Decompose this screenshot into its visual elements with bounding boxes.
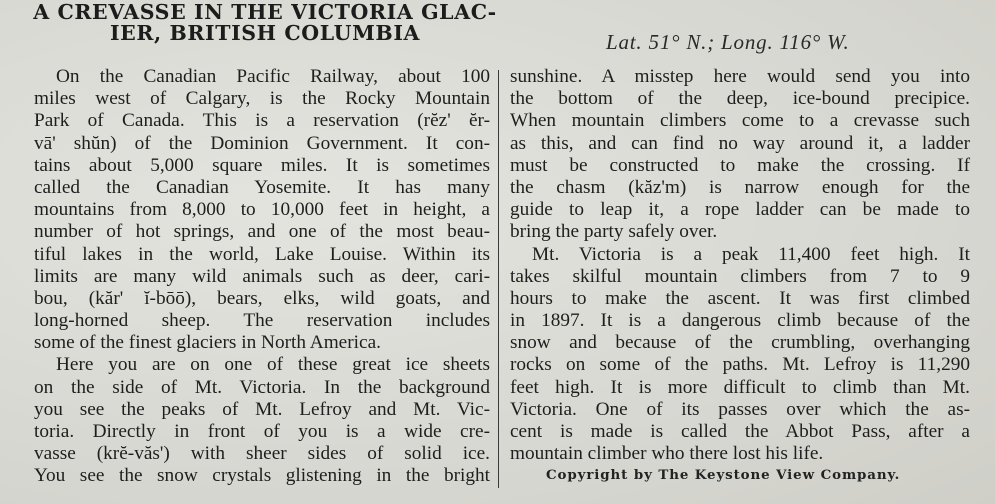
paragraph-3	[510, 244, 970, 466]
title-line-1: A CREVASSE IN THE VICTORIA GLAC-	[33, 0, 497, 24]
paragraph-2	[34, 354, 490, 487]
text-line: cent is made is called the Abbot Pass, after a	[510, 421, 970, 442]
text-line: Here you are on one of these great ice sheets	[56, 354, 490, 376]
right-column	[510, 66, 970, 465]
coordinates: Lat. 51° N.; Long. 116° W.	[606, 30, 850, 54]
text-line: Mt. Victoria is a peak 11,400 feet high. It	[532, 243, 970, 265]
text-line: some of the finest glaciers in North America.	[34, 332, 381, 354]
text-line: rocks on some of the paths. Mt. Lefroy is 11,290	[510, 354, 970, 376]
text-line: You see the snow crystals glistening in the bright	[34, 465, 490, 487]
text-line: Park of Canada. This is a reservation (rĕz' ĕr-	[34, 110, 490, 132]
text-line: must be constructed to make the crossing. If	[510, 154, 970, 176]
text-line: hours to make the ascent. It was first climbed	[510, 287, 970, 309]
copyright-notice: Copyright by The Keystone View Company.	[546, 467, 901, 483]
text-line: feet high. It is more difficult to climb than Mt.	[510, 376, 970, 398]
text-line: takes skilful mountain climbers from 7 to 9	[510, 265, 970, 287]
paragraph-1	[34, 66, 490, 354]
text-line: in 1897. It is a dangerous climb because of the	[510, 310, 970, 332]
paragraph-2-continued	[510, 66, 970, 244]
text-line: bring the party safely over.	[510, 221, 718, 243]
text-line: Victoria. One of its passes over which the as-	[510, 398, 970, 420]
text-line: miles west of Calgary, is the Rocky Mountain	[34, 88, 490, 110]
text-line: vā' shŭn) of the Dominion Government. It con-	[34, 132, 490, 154]
text-line: called the Canadian Yosemite. It has many	[34, 176, 490, 198]
title-line-2: IER, BRITISH COLUMBIA	[109, 21, 421, 45]
text-line: vasse (krĕ-văs') with sheer sides of solid ice.	[34, 443, 490, 465]
text-line: snow and because of the crumbling, overhanging	[510, 332, 970, 354]
text-line: as this, and can find no way around it, a ladder	[510, 132, 970, 154]
text-line: bou, (kăr' ĭ-bōō), bears, elks, wild goats, and	[34, 287, 490, 309]
text-line: sunshine. A misstep here would send you into	[510, 66, 970, 87]
text-line: number of hot springs, and one of the most beau-	[34, 221, 490, 243]
left-column	[34, 66, 490, 488]
text-line: the bottom of the deep, ice-bound precipice.	[510, 88, 970, 110]
text-line: tiful lakes in the world, Lake Louise. Within its	[34, 243, 490, 265]
text-line: On the Canadian Pacific Railway, about 100	[56, 66, 490, 87]
text-line: the chasm (kăz'm) is narrow enough for the	[510, 176, 970, 198]
text-line: mountains from 8,000 to 10,000 feet in height, a	[34, 199, 490, 221]
text-line: mountain climber who there lost his life.	[510, 443, 824, 465]
text-line: tains about 5,000 square miles. It is sometimes	[34, 154, 490, 176]
text-line: long-horned sheep. The reservation includes	[34, 310, 490, 332]
text-line: When mountain climbers come to a crevasse such	[510, 110, 970, 132]
article-title	[30, 2, 500, 44]
text-line: toria. Directly in front of you is a wide cre-	[34, 421, 490, 442]
text-line: guide to leap it, a rope ladder can be made to	[510, 199, 970, 221]
text-line: on the side of Mt. Victoria. In the background	[34, 376, 490, 398]
text-line: limits are many wild animals such as deer, cari-	[34, 265, 490, 287]
text-line: you see the peaks of Mt. Lefroy and Mt. Vic-	[34, 398, 490, 420]
column-divider	[498, 70, 499, 488]
